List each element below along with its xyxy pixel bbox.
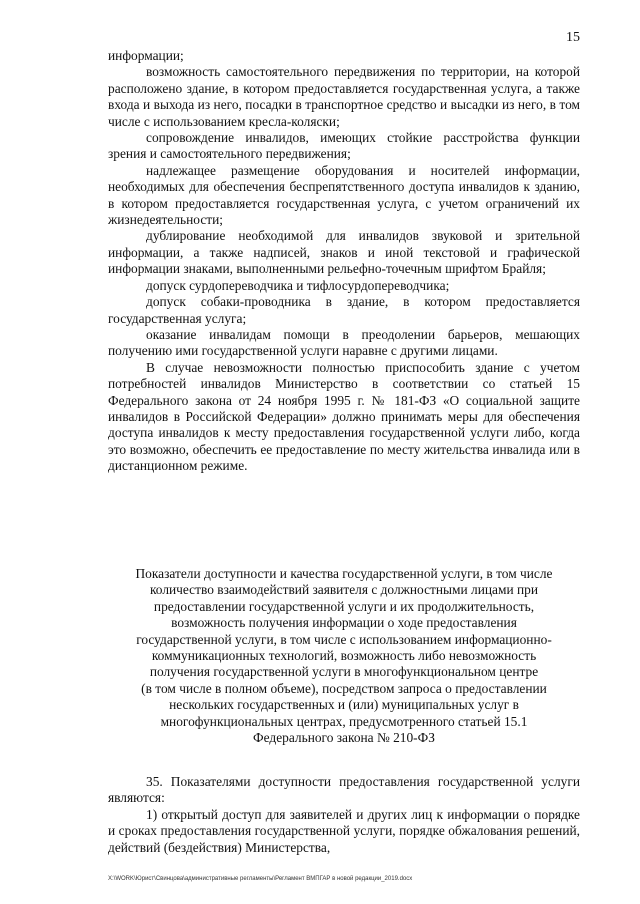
paragraph: сопровождение инвалидов, имеющих стойкие расстройства функции зрения и самостоятельного передвижения; xyxy=(108,130,580,162)
heading-line: получения государственной услуги в многофункциональном центре xyxy=(149,664,539,680)
heading-line: нескольких государственных и (или) муниципальных услуг в xyxy=(169,697,519,713)
paragraph: допуск собаки-проводника в здание, в котором предоставляется государственная услуга; xyxy=(108,294,580,326)
paragraph: возможность самостоятельного передвижения по территории, на которой расположено здание, в котором предоставляется государственная услуга, а также входа и выхода из него, посадки в транспортное средство и высадки из него, в том числе с использованием кресла-коляски; xyxy=(108,64,580,129)
body-text-top xyxy=(108,48,580,475)
footer-file-path: X:\WORK\Юрист\Свинцова\административные регламенты\Регламент ВМПГАР в новой редакции_2019.docx xyxy=(108,876,413,882)
page-number: 15 xyxy=(566,30,580,45)
heading-line: Показатели доступности и качества государственной услуги, в том числе xyxy=(135,566,553,581)
paragraph-continuation: информации; xyxy=(108,48,184,63)
paragraph: В случае невозможности полностью приспособить здание с учетом потребностей инвалидов Министерство в соответствии со статьей 15 Федерального закона от 24 ноября 1995 г. № 181-ФЗ «О социальной защите инвалидов в Российской Федерации» должно принимать меры для обеспечения доступа инвалидов к месту предоставления государственной услуги либо, когда это возможно, обеспечить ее предоставление по месту жительства инвалида или в дистанционном режиме. xyxy=(108,359,580,474)
heading-line: Федерального закона № 210-ФЗ xyxy=(253,730,435,746)
paragraph: 35. Показателями доступности предоставления государственной услуги являются: xyxy=(108,774,580,806)
body-text-bottom xyxy=(108,774,580,856)
heading-line: возможность получения информации о ходе предоставления xyxy=(171,615,517,631)
heading-line: количество взаимодействий заявителя с должностными лицами при xyxy=(149,582,539,598)
heading-line: коммуникационных технологий, возможность либо невозможность xyxy=(151,648,537,664)
paragraph: оказание инвалидам помощи в преодолении барьеров, мешающих получению ими государственной услуги наравне с другими лицами. xyxy=(108,326,580,359)
heading-line: предоставлении государственной услуги и их продолжительность, xyxy=(153,598,535,614)
paragraph: надлежащее размещение оборудования и носителей информации, необходимых для обеспечения беспрепятственного доступа инвалидов к зданию, в котором предоставляется государственная услуга, с учетом ограничений их жизнедеятельности; xyxy=(108,162,580,228)
heading-line: государственной услуги, в том числе с использованием информационно- xyxy=(136,631,552,647)
heading-line: многофункциональных центрах, предусмотренного статьей 15.1 xyxy=(160,713,528,729)
paragraph: дублирование необходимой для инвалидов звуковой и зрительной информации, а также надписей, знаков и иной текстовой и графической информации знаками, выполненными рельефно-точечным шрифтом Брайля; xyxy=(108,228,580,277)
heading-line: (в том числе в полном объеме), посредством запроса о предоставлении xyxy=(141,680,547,696)
paragraph: 1) открытый доступ для заявителей и других лиц к информации о порядке и сроках предоставления государственной услуги, порядке обжалования решений, действий (бездействия) Министерства, xyxy=(108,806,580,855)
section-heading xyxy=(108,566,580,746)
paragraph: допуск сурдопереводчика и тифлосурдопереводчика; xyxy=(146,277,450,293)
